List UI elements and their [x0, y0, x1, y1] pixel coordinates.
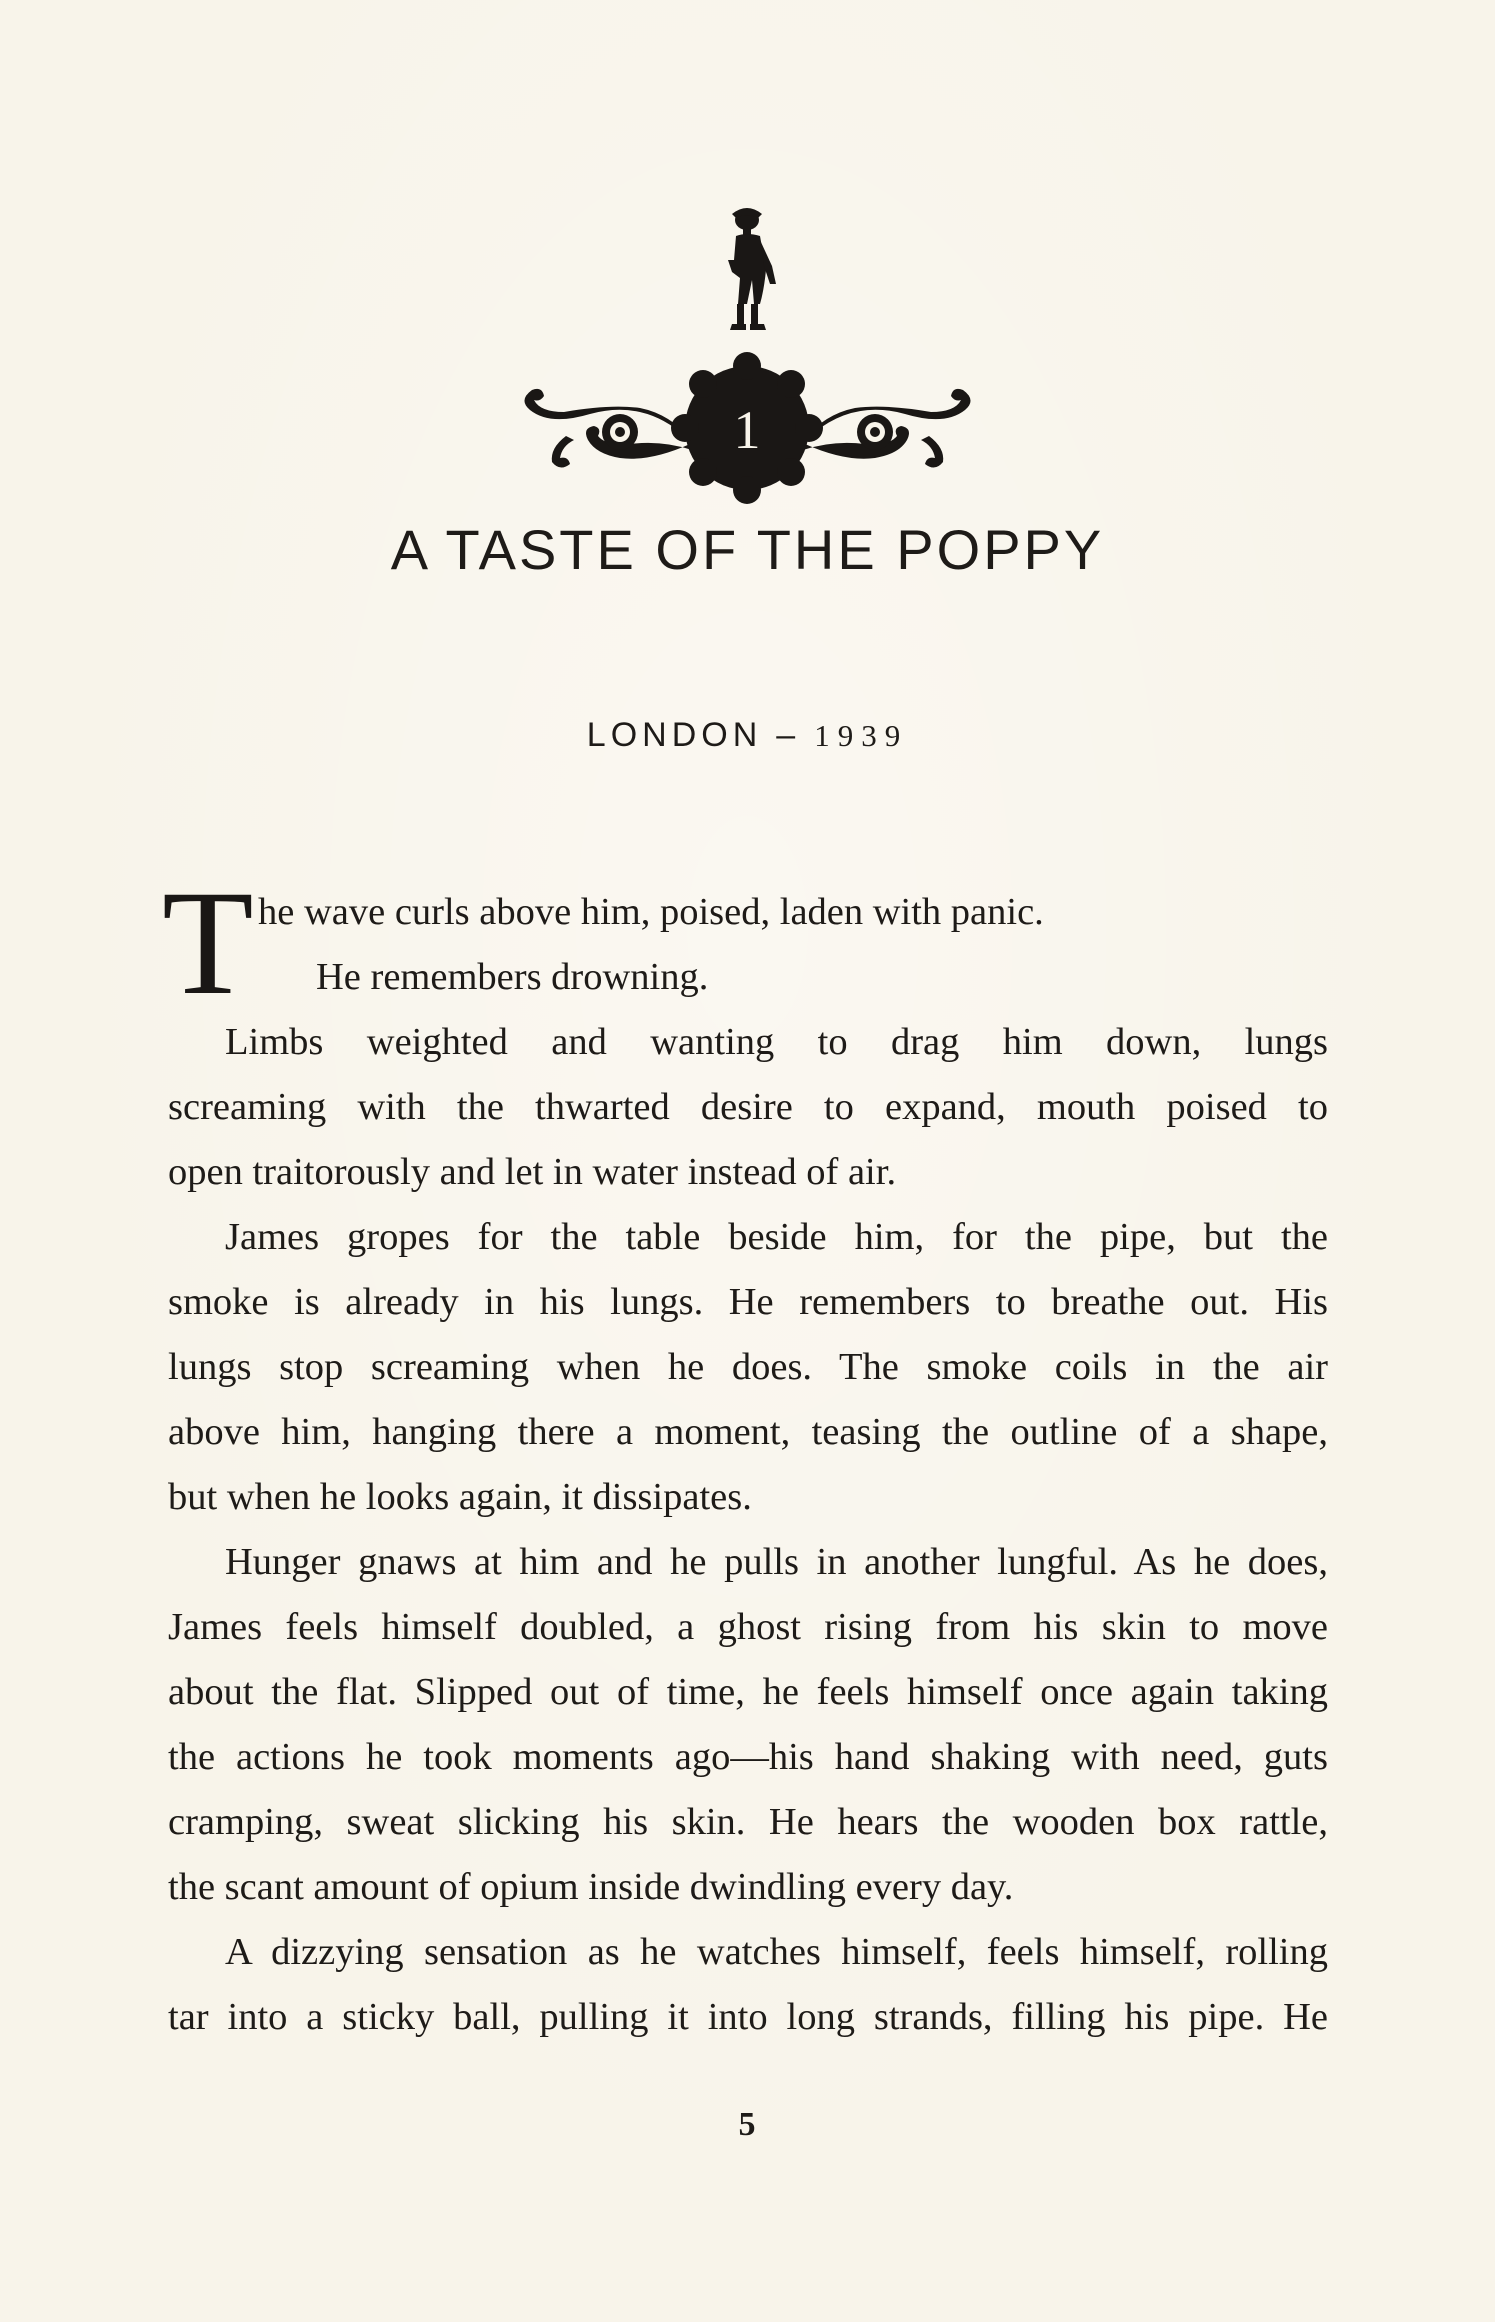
figure-silhouette-icon	[728, 208, 776, 330]
text-line: open traitorously and let in water instead of air.	[168, 1151, 897, 1193]
text-line: the actions he took moments ago—his hand shaking with need, guts	[168, 1736, 1328, 1778]
text-line: smoke is already in his lungs. He remembers to breathe out. His	[168, 1281, 1328, 1323]
text-line: screaming with the thwarted desire to expand, mouth poised to	[168, 1086, 1328, 1128]
text-line: Hunger gnaws at him and he pulls in another lungful. As he does,	[225, 1541, 1328, 1583]
text-line: about the flat. Slipped out of time, he feels himself once again taking	[168, 1671, 1328, 1713]
chapter-title: A TASTE OF THE POPPY	[390, 518, 1105, 581]
drop-cap: T	[162, 860, 254, 1026]
place-date	[430, 710, 1065, 761]
year: 1939	[814, 718, 909, 753]
place-date-separator: –	[776, 716, 801, 754]
text-line: A dizzying sensation as he watches himself, feels himself, rolling	[225, 1931, 1328, 1973]
place-name: LONDON	[586, 716, 763, 754]
text-line: tar into a sticky ball, pulling it into long strands, filling his pipe. He	[168, 1996, 1328, 2038]
text-line: above him, hanging there a moment, teasing the outline of a shape,	[168, 1411, 1328, 1453]
scroll-left-icon	[524, 389, 692, 468]
page-number: 5	[738, 2106, 756, 2143]
text-line: lungs stop screaming when he does. The smoke coils in the air	[168, 1346, 1328, 1388]
text-line: He remembers drowning.	[316, 956, 709, 998]
text-line: cramping, sweat slicking his skin. He hears the wooden box rattle,	[168, 1801, 1328, 1843]
text-line: Limbs weighted and wanting to drag him down, lungs	[225, 1021, 1328, 1063]
scroll-right-icon	[803, 389, 971, 468]
text-line: but when he looks again, it dissipates.	[168, 1476, 752, 1518]
text-line: the scant amount of opium inside dwindling every day.	[168, 1866, 1014, 1908]
text-line: James feels himself doubled, a ghost rising from his skin to move	[168, 1606, 1328, 1648]
text-line: James gropes for the table beside him, for the pipe, but the	[225, 1216, 1328, 1258]
chapter-number: 1	[733, 400, 761, 460]
text-line: he wave curls above him, poised, laden with panic.	[258, 891, 1044, 933]
